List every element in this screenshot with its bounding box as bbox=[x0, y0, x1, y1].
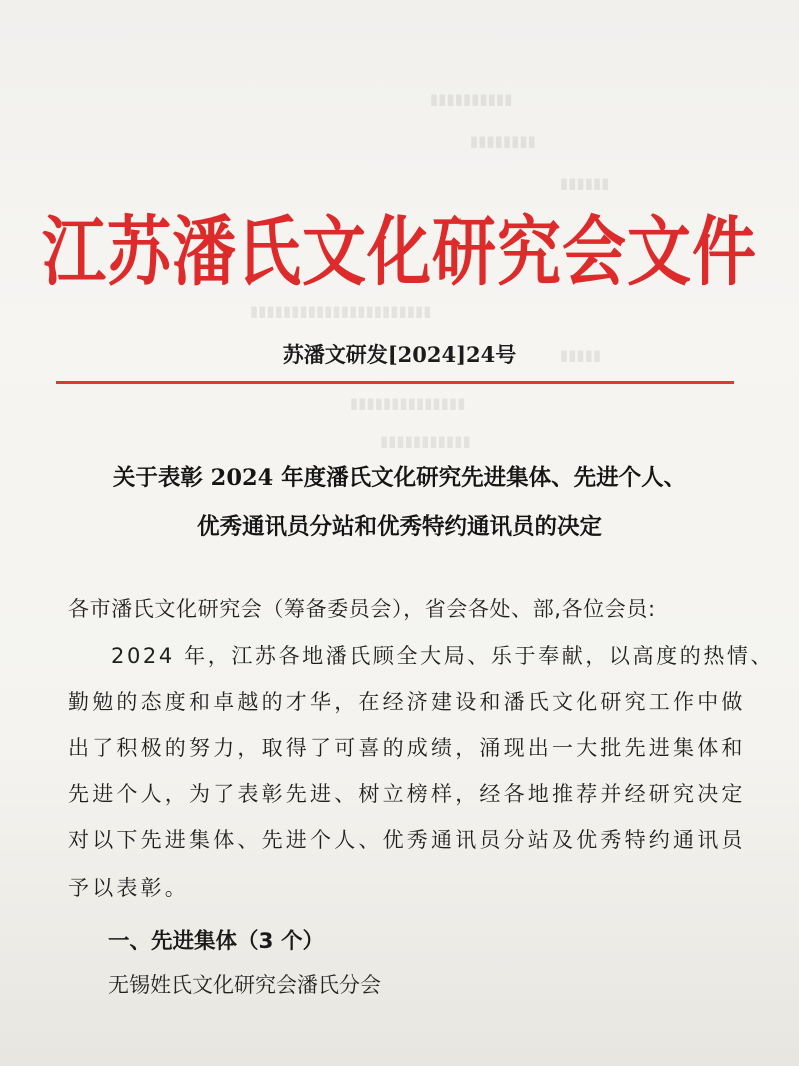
show-through-text: ▮▮▮▮▮▮▮▮▮▮▮▮▮▮▮▮▮▮▮▮▮▮ bbox=[250, 302, 432, 320]
salutation: 各市潘氏文化研究会（筹备委员会），省会各处、部,各位会员: bbox=[68, 597, 656, 621]
show-through-text: ▮▮▮▮▮▮▮▮▮▮▮▮▮▮ bbox=[350, 394, 466, 412]
show-through-text: ▮▮▮▮▮▮▮▮▮▮▮ bbox=[380, 432, 471, 450]
show-through-text: ▮▮▮▮▮▮▮▮▮▮ bbox=[430, 90, 513, 108]
paragraph-line: 2024 年，江苏各地潘氏顾全大局、乐于奉献，以高度的热情、 bbox=[111, 644, 775, 668]
show-through-text: ▮▮▮▮▮ bbox=[560, 346, 602, 364]
paragraph-line: 出了积极的努力，取得了可喜的成绩，涌现出一大批先进集体和 bbox=[68, 736, 746, 760]
paragraph-line: 先进个人，为了表彰先进、树立榜样，经各地推荐并经研究决定 bbox=[68, 782, 746, 806]
paragraph-line: 予以表彰。 bbox=[68, 876, 189, 900]
show-through-text: ▮▮▮▮▮▮ bbox=[560, 174, 610, 192]
paragraph-line: 勤勉的态度和卓越的才华，在经济建设和潘氏文化研究工作中做 bbox=[68, 690, 746, 714]
decision-title-line-1: 关于表彰 2024 年度潘氏文化研究先进集体、先进个人、 bbox=[112, 465, 687, 491]
red-separator-line bbox=[56, 381, 734, 384]
section-heading-collectives: 一、先进集体（3 个） bbox=[108, 929, 324, 954]
show-through-text: ▮▮▮▮▮▮▮▮ bbox=[470, 132, 537, 150]
paragraph-line: 对以下先进集体、先进个人、优秀通讯员分站及优秀特约通讯员 bbox=[68, 828, 746, 852]
decision-title-line-2: 优秀通讯员分站和优秀特约通讯员的决定 bbox=[196, 514, 602, 540]
issuer-header-title: 江苏潘氏文化研究会文件 bbox=[42, 208, 757, 298]
document-number: 苏潘文研发[2024]24号 bbox=[282, 342, 517, 367]
collective-list-item: 无锡姓氏文化研究会潘氏分会 bbox=[108, 973, 381, 997]
